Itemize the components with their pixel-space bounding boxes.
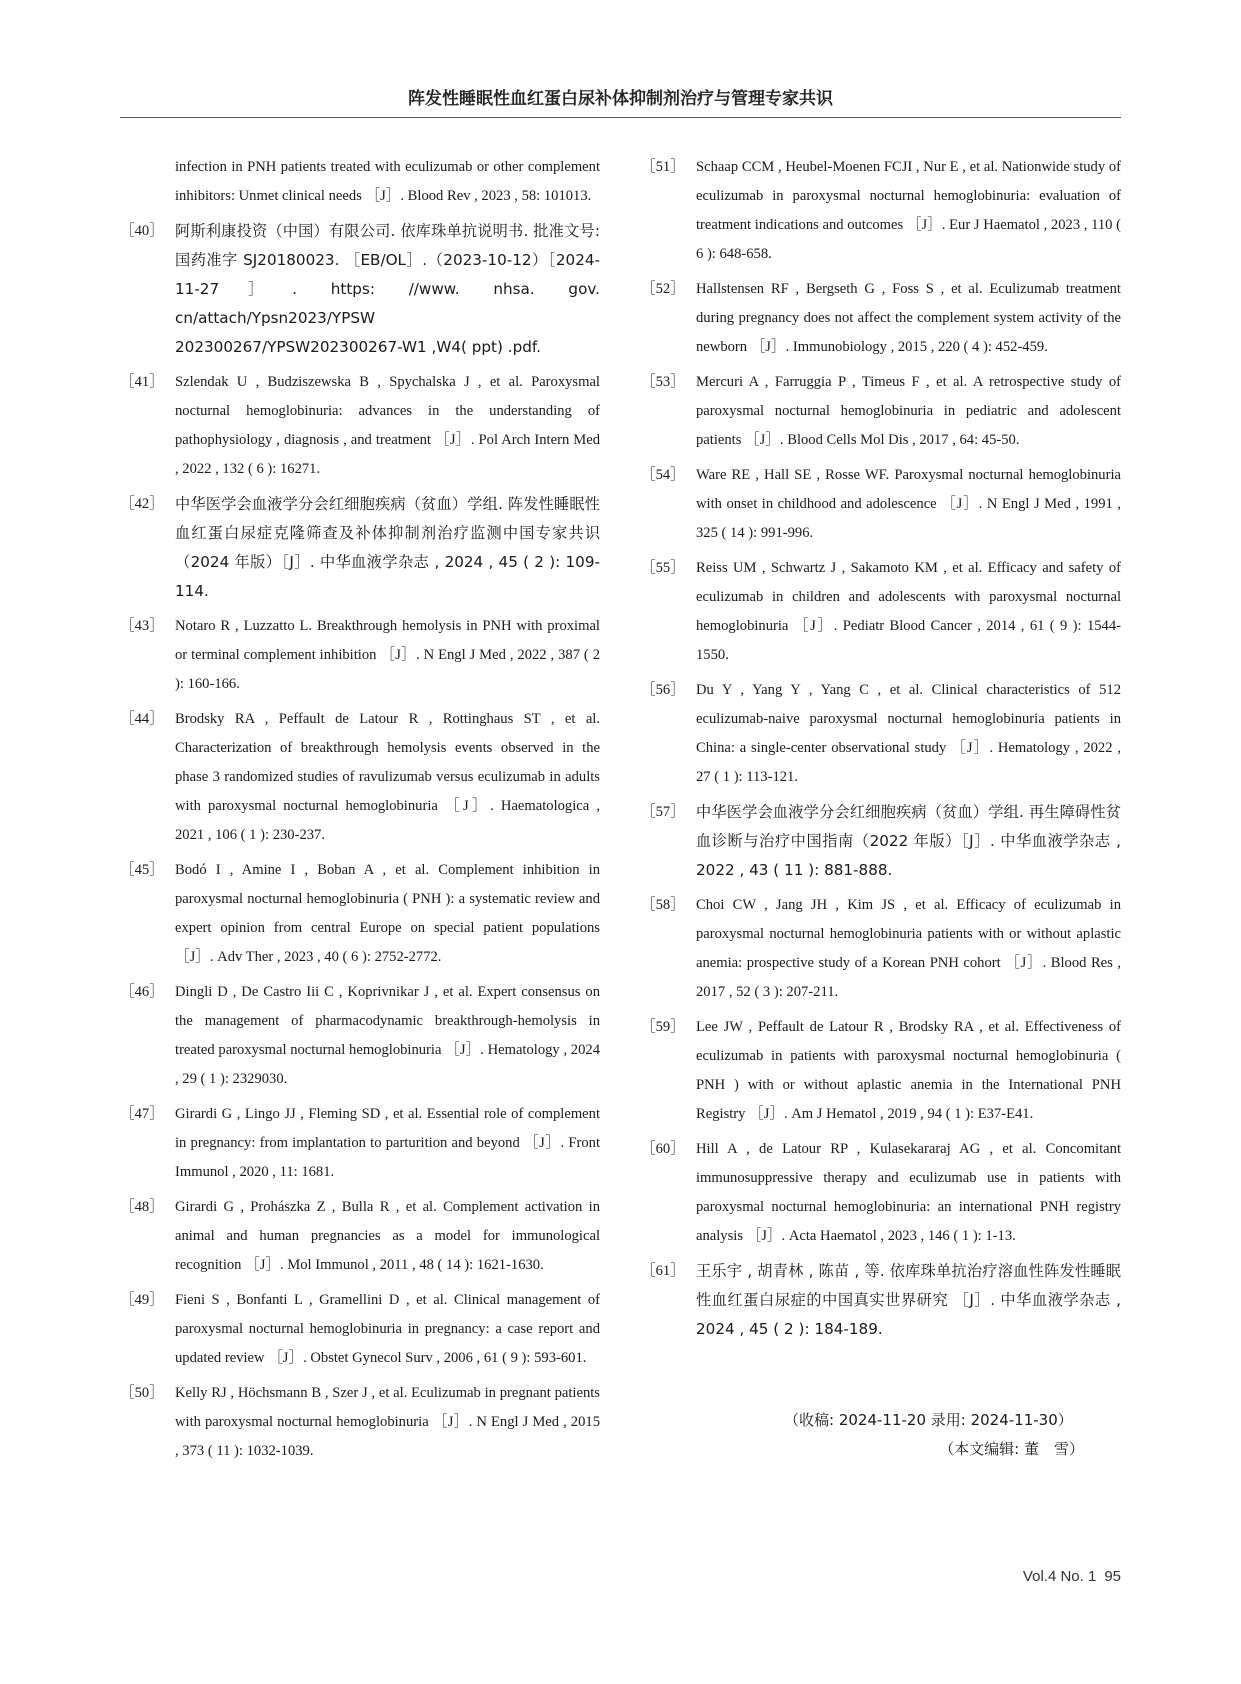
reference-number: ［55］ xyxy=(641,560,685,576)
reference-text: Girardi G , Prohászka Z , Bulla R , et al. Complement activation in animal and human pregnancies as a model for immunological recognition ［J］. Mol Immunol , 2011 , 48 ( 14 ): 1621-1630. xyxy=(175,1199,600,1273)
reference-number: ［48］ xyxy=(120,1199,164,1215)
page-number: 95 xyxy=(1104,1568,1121,1585)
reference-list-left xyxy=(120,217,600,1466)
reference-item xyxy=(641,275,1121,362)
reference-item xyxy=(120,612,600,699)
reference-column-left xyxy=(120,153,600,1472)
reference-item xyxy=(641,461,1121,548)
reference-item xyxy=(120,1100,600,1187)
header-divider xyxy=(120,117,1121,118)
reference-number: ［60］ xyxy=(641,1141,685,1157)
reference-continuation xyxy=(120,153,600,211)
reference-text: Bodó I , Amine I , Boban A , et al. Complement inhibition in paroxysmal nocturnal hemoglobinuria ( PNH ): a systematic review and expert opinion from central Europe on special patient populations ［J］. Adv Ther , 2023 , 40 ( 6 ): 2752-2772. xyxy=(175,862,600,965)
reference-number: ［50］ xyxy=(120,1385,164,1401)
reference-item xyxy=(120,705,600,850)
reference-number: ［54］ xyxy=(641,467,685,483)
reference-text: Szlendak U , Budziszewska B , Spychalska J , et al. Paroxysmal nocturnal hemoglobinuria: advances in the understanding of pathophysiology , diagnosis , and treatment ［J］. Pol Arch Intern Med , 2022 , 132 ( 6 ): 16271. xyxy=(175,374,600,477)
reference-number: ［44］ xyxy=(120,711,164,727)
reference-text: Fieni S , Bonfanti L , Gramellini D , et al. Clinical management of paroxysmal nocturnal hemoglobinuria in pregnancy: a case report and updated review ［J］. Obstet Gynecol Surv , 2006 , 61 ( 9 ): 593-601. xyxy=(175,1292,600,1366)
article-dates xyxy=(784,1406,1084,1464)
reference-item xyxy=(120,856,600,972)
reference-text: Lee JW , Peffault de Latour R , Brodsky RA , et al. Effectiveness of eculizumab in patients with paroxysmal nocturnal hemoglobinuria ( PNH ) with or without aplastic anemia in the International PNH Registry ［J］. Am J Hematol , 2019 , 94 ( 1 ): E37-E41. xyxy=(696,1019,1121,1122)
reference-item xyxy=(120,368,600,484)
reference-text: Girardi G , Lingo JJ , Fleming SD , et al. Essential role of complement in pregnancy: from implantation to parturition and beyond ［J］. Front Immunol , 2020 , 11: 1681. xyxy=(175,1106,600,1180)
reference-text: Ware RE , Hall SE , Rosse WF. Paroxysmal nocturnal hemoglobinuria with onset in childhood and adolescence ［J］. N Engl J Med , 1991 , 325 ( 14 ): 991-996. xyxy=(696,467,1121,541)
reference-number: ［47］ xyxy=(120,1106,164,1122)
reference-text: 中华医学会血液学分会红细胞疾病（贫血）学组. 阵发性睡眠性血红蛋白尿症克隆筛查及补体抑制剂治疗监测中国专家共识（2024 年版）［J］. 中华血液学杂志 , 2024 , 45 ( 2 ): 109-114. xyxy=(175,495,600,600)
reference-number: ［57］ xyxy=(641,804,685,820)
reference-item xyxy=(641,891,1121,1007)
reference-continuation-text: infection in PNH patients treated with eculizumab or other complement inhibitors: Unmet clinical needs ［J］. Blood Rev , 2023 , 58: 101013. xyxy=(175,159,600,204)
reference-number: ［40］ xyxy=(120,223,164,239)
reference-number: ［41］ xyxy=(120,374,164,390)
reference-text: Mercuri A , Farruggia P , Timeus F , et al. A retrospective study of paroxysmal nocturnal hemoglobinuria in pediatric and adolescent patients ［J］. Blood Cells Mol Dis , 2017 , 64: 45-50. xyxy=(696,374,1121,448)
reference-number: ［59］ xyxy=(641,1019,685,1035)
reference-number: ［45］ xyxy=(120,862,164,878)
reference-number: ［46］ xyxy=(120,984,164,1000)
reference-list-right xyxy=(641,153,1121,1344)
reference-item xyxy=(641,1257,1121,1344)
reference-item xyxy=(120,978,600,1094)
reference-item xyxy=(641,676,1121,792)
reference-item xyxy=(120,1193,600,1280)
reference-number: ［58］ xyxy=(641,897,685,913)
reference-text: Dingli D , De Castro Iii C , Koprivnikar J , et al. Expert consensus on the management of pharmacodynamic breakthrough-hemolysis in treated paroxysmal nocturnal hemoglobinuria ［J］. Hematology , 2024 , 29 ( 1 ): 2329030. xyxy=(175,984,600,1087)
reference-column-right xyxy=(641,153,1121,1350)
running-header-title: 阵发性睡眠性血红蛋白尿补体抑制剂治疗与管理专家共识 xyxy=(408,89,833,109)
reference-text: Hallstensen RF , Bergseth G , Foss S , et al. Eculizumab treatment during pregnancy does not affect the complement system activity of the newborn ［J］. Immunobiology , 2015 , 220 ( 4 ): 452-459. xyxy=(696,281,1121,355)
reference-item xyxy=(641,1013,1121,1129)
reference-text: Schaap CCM , Heubel-Moenen FCJI , Nur E , et al. Nationwide study of eculizumab in paroxysmal nocturnal hemoglobinuria: evaluation of treatment indications and outcomes ［J］. Eur J Haematol , 2023 , 110 ( 6 ): 648-658. xyxy=(696,159,1121,262)
reference-item xyxy=(641,554,1121,670)
reference-number: ［52］ xyxy=(641,281,685,297)
reference-number: ［56］ xyxy=(641,682,685,698)
reference-item xyxy=(120,490,600,606)
reference-text: Hill A , de Latour RP , Kulasekararaj AG , et al. Concomitant immunosuppressive therapy and eculizumab use in patients with paroxysmal nocturnal hemoglobinuria: an international PNH registry analysis ［J］. Acta Haematol , 2023 , 146 ( 1 ): 1-13. xyxy=(696,1141,1121,1244)
received-accepted-line: （收稿: 2024-11-20 录用: 2024-11-30） xyxy=(784,1411,1073,1429)
reference-text: Notaro R , Luzzatto L. Breakthrough hemolysis in PNH with proximal or terminal complement inhibition ［J］. N Engl J Med , 2022 , 387 ( 2 ): 160-166. xyxy=(175,618,600,692)
reference-text: Brodsky RA , Peffault de Latour R , Rottinghaus ST , et al. Characterization of breakthrough hemolysis events observed in the phase 3 randomized studies of ravulizumab versus eculizumab in adults with paroxysmal nocturnal hemoglobinuria ［J］. Haematologica , 2021 , 106 ( 1 ): 230-237. xyxy=(175,711,600,843)
reference-text: 阿斯利康投资（中国）有限公司. 依库珠单抗说明书. 批准文号: 国药准字 SJ20180023. ［EB/OL］.（2023-10-12）［2024-11-27］. https: //www. nhsa. gov. cn/attach/Ypsn2023/YPSW 202300267/YPSW202300267-W1 ,W4( ppt) .pdf. xyxy=(175,222,600,356)
editor-line: （本文编辑: 董 雪） xyxy=(939,1440,1084,1458)
reference-item xyxy=(641,798,1121,885)
page-footer xyxy=(800,1568,1121,1585)
reference-number: ［53］ xyxy=(641,374,685,390)
reference-text: 中华医学会血液学分会红细胞疾病（贫血）学组. 再生障碍性贫血诊断与治疗中国指南（2022 年版）［J］. 中华血液学杂志 , 2022 , 43 ( 11 ): 881-888. xyxy=(696,803,1121,879)
reference-item xyxy=(120,1286,600,1373)
reference-number: ［43］ xyxy=(120,618,164,634)
reference-text: Kelly RJ , Höchsmann B , Szer J , et al. Eculizumab in pregnant patients with paroxysmal nocturnal hemoglobinuria ［J］. N Engl J Med , 2015 , 373 ( 11 ): 1032-1039. xyxy=(175,1385,600,1459)
reference-text: Du Y , Yang Y , Yang C , et al. Clinical characteristics of 512 eculizumab-naive paroxysmal nocturnal hemoglobinuria patients in China: a single-center observational study ［J］. Hematology , 2022 , 27 ( 1 ): 113-121. xyxy=(696,682,1121,785)
reference-item xyxy=(641,1135,1121,1251)
reference-number: ［51］ xyxy=(641,159,685,175)
reference-text: Choi CW , Jang JH , Kim JS , et al. Efficacy of eculizumab in paroxysmal nocturnal hemoglobinuria patients with or without aplastic anemia: prospective study of a Korean PNH cohort ［J］. Blood Res , 2017 , 52 ( 3 ): 207-211. xyxy=(696,897,1121,1000)
reference-number: ［42］ xyxy=(120,496,164,512)
reference-item xyxy=(120,217,600,362)
reference-number: ［49］ xyxy=(120,1292,164,1308)
reference-text: 王乐宇 , 胡青林 , 陈苗 , 等. 依库珠单抗治疗溶血性阵发性睡眠性血红蛋白尿症的中国真实世界研究 ［J］. 中华血液学杂志 , 2024 , 45 ( 2 ): 184-189. xyxy=(696,1262,1121,1338)
reference-item xyxy=(120,1379,600,1466)
reference-number: ［61］ xyxy=(641,1263,685,1279)
reference-text: Reiss UM , Schwartz J , Sakamoto KM , et al. Efficacy and safety of eculizumab in children and adolescents with paroxysmal nocturnal hemoglobinuria ［J］. Pediatr Blood Cancer , 2014 , 61 ( 9 ): 1544-1550. xyxy=(696,560,1121,663)
volume-issue: Vol.4 No. 1 xyxy=(1022,1568,1097,1585)
reference-item xyxy=(641,153,1121,269)
reference-item xyxy=(641,368,1121,455)
